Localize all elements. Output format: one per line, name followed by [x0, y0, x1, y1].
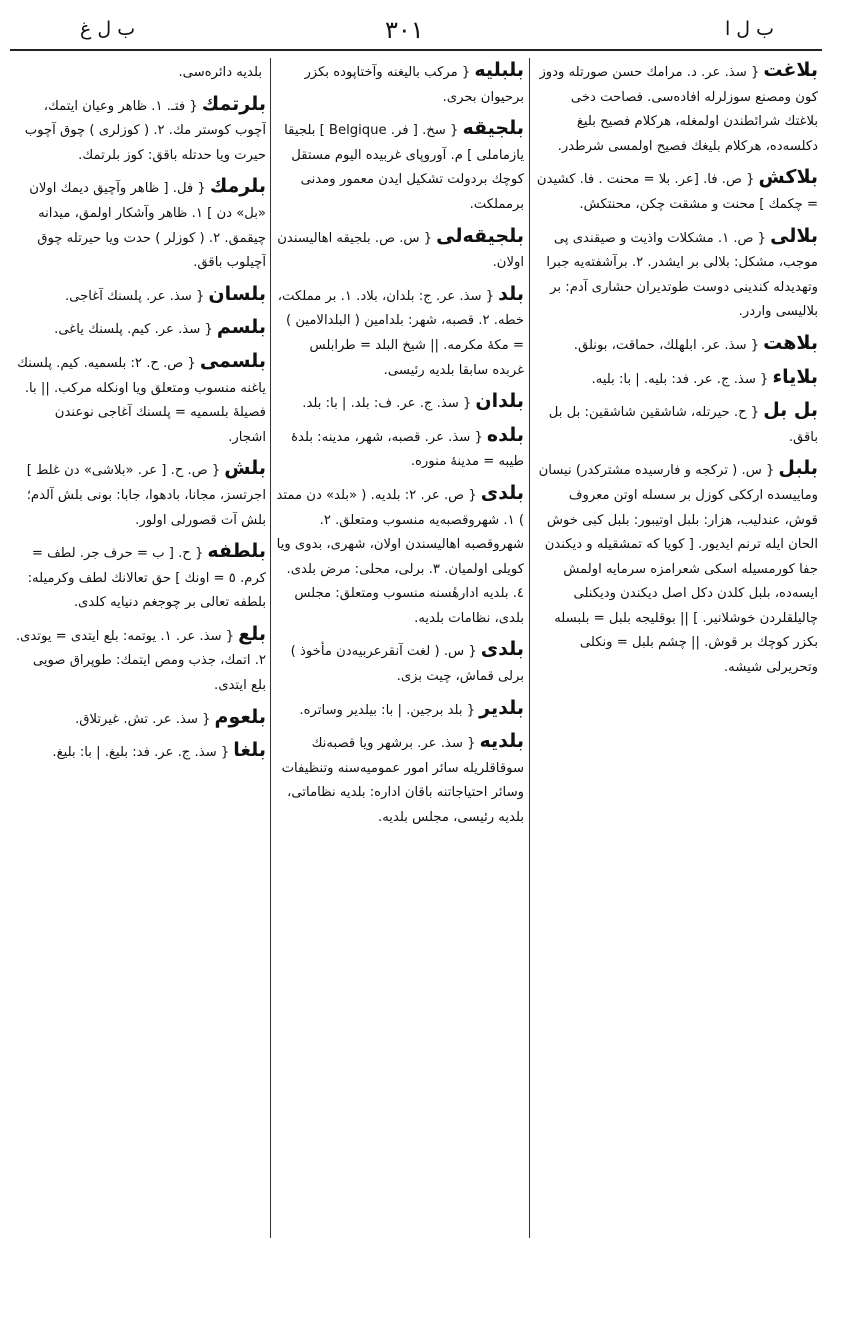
entry — [14, 622, 266, 699]
headword: بلاغت — [763, 59, 818, 81]
definition: { سذ. عر. د. مرامك حسن صورتله ودوز كون ومصنع سوزلرله افاده‌سی. فصاحت دخی بلاغتك شرائطندن اولمغله، هركلام فصیح بلیغ دكلسه‌ده، هركلام بلیغك فصیح اولمسی شرطدر. — [539, 65, 818, 154]
headword: بلده — [486, 423, 524, 446]
entry — [534, 331, 818, 359]
headword: بلبل — [778, 457, 818, 480]
headword: بلایاء — [772, 365, 818, 388]
entry — [276, 224, 524, 276]
entry — [276, 282, 524, 383]
header-rule — [10, 49, 822, 51]
header-right-guideword: ب ل ا — [724, 18, 774, 40]
headword: بلد — [498, 282, 524, 305]
column-middle — [276, 58, 524, 1238]
definition: { ح. حیرتله، شاشقین شاشقین: بل بل باقق. — [548, 405, 818, 445]
headword: بل بل — [763, 399, 818, 422]
entry — [276, 637, 524, 689]
column-right — [534, 58, 818, 1238]
entry — [534, 165, 818, 217]
entry — [276, 729, 524, 830]
definition: { ص. ح. [ عر. «بلاشی» دن غلط ] اجرتسز، مجانا، بادهوا، جابا: بونی بلش آلدم؛ بلش آت قصورلی اولور. — [26, 463, 266, 528]
definition: { ص. فا. [عر. بلا = محنت . فا. كشیدن = چكمك ] محنت و مشقت چكن، محنتكش. — [536, 172, 818, 212]
headword: بلسمی — [199, 349, 266, 372]
entry — [14, 315, 266, 343]
headword: بلسان — [208, 282, 266, 305]
column-divider — [529, 58, 530, 1238]
entry — [14, 174, 266, 275]
definition: { سذ. عر. پلسنك آغاجی. — [64, 288, 205, 304]
headword: بلدیه — [479, 730, 524, 753]
headword: بلش — [224, 457, 266, 480]
entry — [534, 58, 818, 159]
entry — [534, 398, 818, 450]
headword: بلرتمك — [201, 92, 266, 115]
definition: { س. ص. بلجیقه اهالیسندن اولان. — [277, 230, 524, 271]
entry — [14, 705, 266, 733]
entry — [14, 738, 266, 766]
column-divider — [270, 58, 271, 1238]
definition: { س. ( لغت آنقرعربیه‌دن مأخوذ ) برلی قماش، چیت بزی. — [290, 644, 524, 685]
entry — [276, 389, 524, 417]
entry — [14, 349, 266, 450]
entry — [534, 456, 818, 680]
definition: { س. ( تركجه و فارسیده مشتركدر) نیسان وماییسده ارككی كوزل بر سسله اوتن معروف قوش، عندلیب، هزار: بلبل اوتیبور: بلبل كبی خوش الحان ایله ترنم ایدیور. [ كویا كه تمشقیله و دیكندن جفا كورمسیله اسكی شعرامزه سرمایه اولمش ایسه‌ده، بلبل كلدن دكل اصل دیكندن ودیكنلی چالیلقلردن خوشلانیر. ] || بوقلیجه بلبل = بلبسله بكزر كوچك بر قوش. || چشم بلبل = ونكلی وتحریرلی شیشه. — [538, 463, 818, 676]
entry — [276, 481, 524, 632]
entry — [14, 456, 266, 533]
column-left — [14, 58, 266, 1238]
definition: { مركب بالیغنه وآختاپوده بكزر برحیوان بحری. — [304, 65, 524, 105]
headword: بلبلیه — [474, 59, 524, 81]
definition: { فتـ. ١. ظاهر وعیان ایتمك، آچوب كوستر مك. ٢. ( كوزلری ) چوق آچوب حیرت ویا حدتله باقق: كوز بلرتمك. — [24, 98, 266, 163]
entry — [276, 696, 524, 724]
entry — [276, 423, 524, 475]
definition: { سخ. [ فر. Belgique ] بلجیقا یازماملی ] م. آوروپای غربیده الیوم مستقل كوچك بردولت تشكیل ایدن معمور ومدنی برمملكت. — [284, 123, 524, 212]
entry — [276, 58, 524, 110]
headword: بلعوم — [214, 705, 266, 728]
definition: { سذ. عر. ج: بلدان، بلاد. ١. بر مملكت، خطه. ٢. قصبه، شهر: بلدامین ( البلدالامین ) = مكهٔ مكرمه. || شیخ البلد = طرابلس غربده سابقا بلدیه رئیسی. — [277, 288, 524, 378]
headword: بلاهت — [763, 331, 818, 354]
page-number: ٣٠١ — [385, 16, 424, 44]
definition: { سذ. عر. برشهر ویا قصبه‌نك سوقاقلریله سائر امور عمومیه‌سنه وتنظیفات وسائر احتیاجاتنه باقان اداره: بلدیه نظاماتی، بلدیه رئیسی، مجلس بلدیه. — [281, 736, 524, 826]
definition: { سذ. عر. كیم. پلسنك یاغی. — [54, 322, 213, 338]
definition: { ح. [ ب = حرف جر. لطف = كرم. ٥ = اونك ] حق تعالانك لطف وكرمیله: بلطفه تعالی بر چوجغم دنیایه كلدی. — [27, 546, 266, 611]
entry — [276, 116, 524, 217]
definition: { بلد برجین. | با: بیلدیر وساتره. — [299, 702, 476, 718]
definition: { ص. ١. مشكلات واذیت و صیقندی پی موجب، مشكل: بلالی بر ایشدر. ٢. برآشفته‌یه جبرا وتهدیدله كندینی دوست طوتدیران حشاری آدم: بر بلالیسی واردر. — [546, 230, 818, 320]
headword: بلدان — [475, 390, 524, 413]
definition: { ص. عر. ٢: بلدیه. ( «بلد» دن ممتد ) ١. شهروقصبه‌یه منسوب ومتعلق. ٢. شهروقصبه اهالیسندن اولان، شهری، بدوی ویا كویلی اولمیان. ٣. برلی، محلی: مرض بلدی. ٤. بلدیه ادارهٔسنه منسوب ومتعلق: مجلس بلدی، نظامات بلدیه. — [276, 487, 524, 626]
header-left-guideword: ب ل غ — [80, 18, 136, 40]
definition: { سذ. عر. قصبه، شهر، مدینه: بلدهٔ طیبه = مدینهٔ منوره. — [291, 429, 524, 470]
definition: بلدیه دائره‌سی. — [178, 65, 262, 80]
page-header — [10, 10, 822, 46]
entry — [534, 365, 818, 393]
headword: بلسم — [216, 316, 266, 339]
definition: { سذ. ج. عر. فد: بلیغ. | با: بلیغ. — [52, 745, 230, 761]
headword: بلدی — [480, 638, 524, 661]
definition: { فل. [ ظاهر وآچیق دیمك اولان «بل» دن ] ١. ظاهر وآشكار اولمق، میدانه چیقمق. ٢. ( كوزلر ) حدت ویا حیرتله چوق آچیلوب باقق. — [29, 181, 266, 271]
headword: بلع — [238, 622, 266, 645]
definition: { سذ. عر. ١. یوتمه: بلع ایتدی = یوتدی. ٢. اتمك، جذب ومص ایتمك: طوپراق صویی بلع ایتدی. — [15, 628, 266, 694]
headword: بلالی — [770, 224, 818, 247]
definition: { ص. ح. ٢: بلسمیه. كیم. پلسنك یاغنه منسوب ومتعلق ویا اونكله مركب. || با. فصیلهٔ بلسمیه = پلسنك آغاجی نوعندن اشجار. — [17, 355, 266, 445]
headword: بلدیر — [479, 696, 524, 719]
entry — [14, 92, 266, 169]
headword: بلرمك — [209, 175, 266, 198]
definition: { سذ. عر. ابلهلك، حماقت، بونلق. — [573, 337, 760, 353]
definition: { سذ. ج. عر. ف: بلد. | با: بلد. — [302, 396, 472, 412]
headword: بلاكش — [758, 166, 818, 189]
entry — [534, 224, 818, 325]
entry — [14, 58, 266, 86]
definition: { سذ. ج. عر. فد: بلیه. | با: بلیه. — [591, 371, 769, 387]
headword: بلطفه — [207, 540, 266, 563]
headword: بلدی — [480, 481, 524, 504]
headword: بلغا — [233, 739, 266, 762]
entry — [14, 539, 266, 616]
headword: بلجیقه‌لی — [436, 224, 524, 247]
entry — [14, 282, 266, 310]
definition: { سذ. عر. تش. غیرتلاق. — [75, 711, 211, 727]
headword: بلجیقه — [462, 117, 524, 140]
